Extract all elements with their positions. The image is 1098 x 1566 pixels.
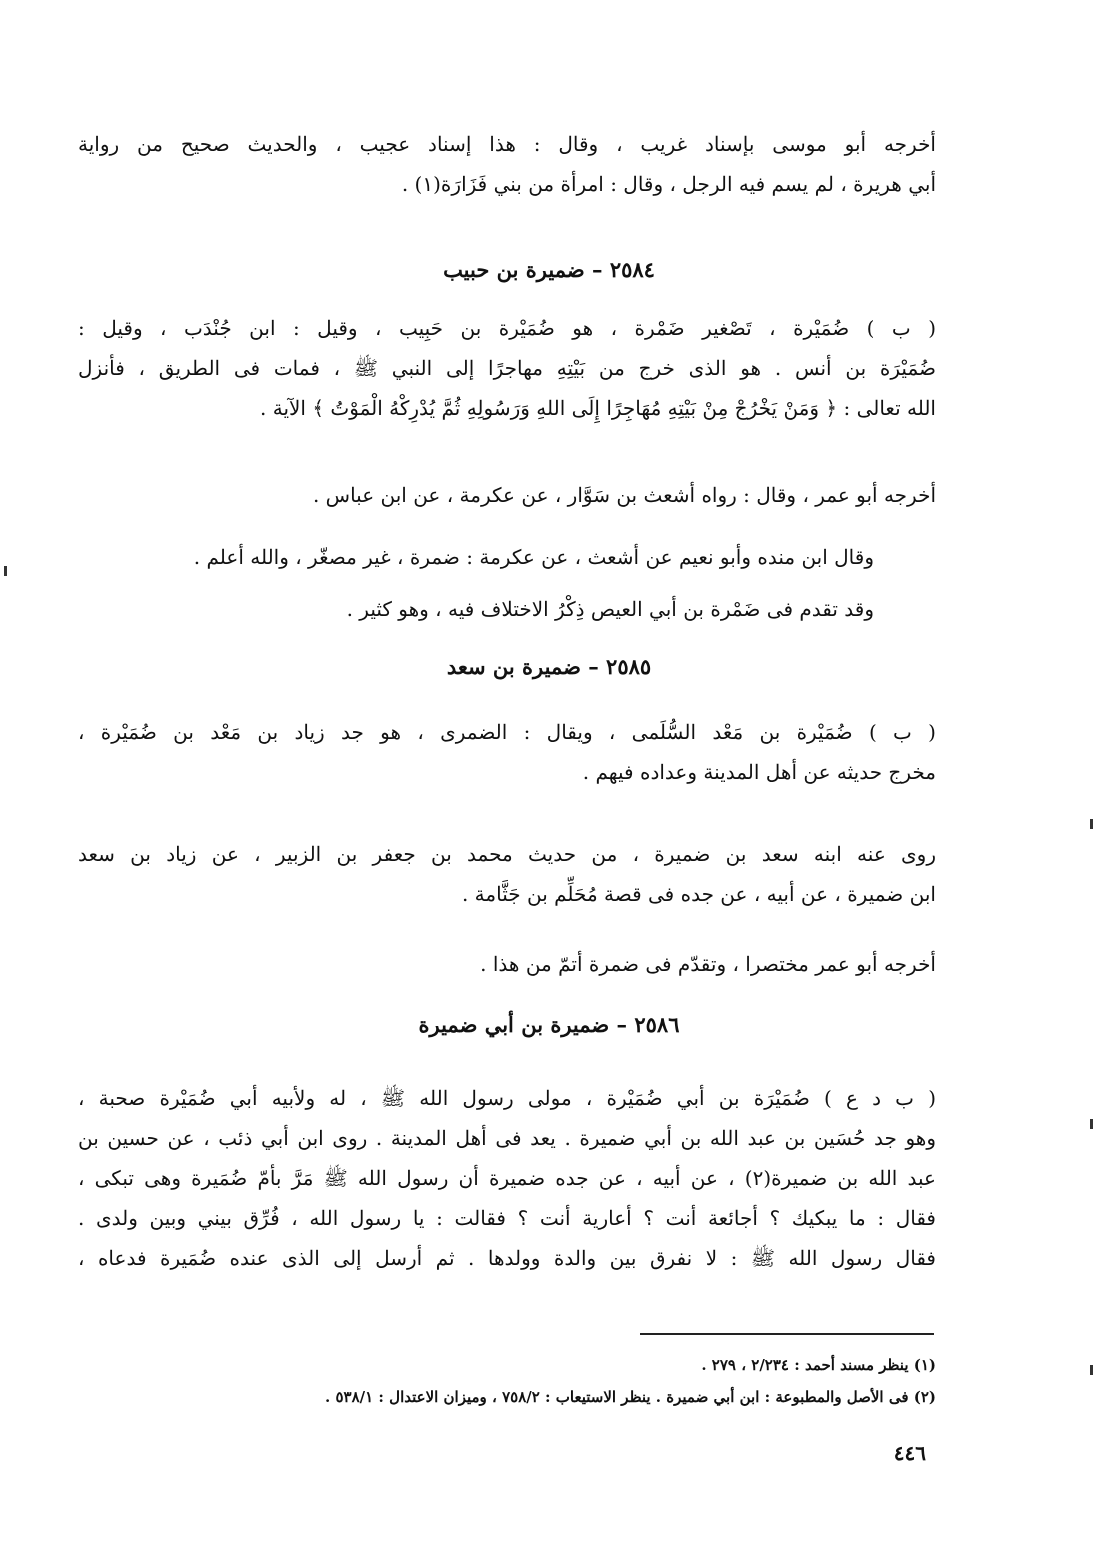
footnote-separator (640, 1333, 934, 1335)
text-line: وقد تقدم فى ضَمْرة بن أبي العيص ذِكْرُ الاختلاف فيه ، وهو كثير . (346, 597, 874, 621)
text-line: ضُمَيْرَة بن أنس . هو الذى خرج من بَيْتِهِ مهاجرًا إلى النبي ﷺ ، فمات فى الطريق ، فأنزل (78, 356, 936, 380)
text-line: عبد الله بن ضميرة(٢) ، عن أبيه ، عن جده ضميرة أن رسول الله ﷺ مَرَّ بأمّ ضُمَيرة وهى تبكى ، (78, 1166, 936, 1190)
text-line: مخرج حديثه عن أهل المدينة وعداده فيهم . (582, 760, 936, 784)
footnotes (78, 1349, 936, 1413)
text-line: روى عنه ابنه سعد بن ضميرة ، من حديث محمد بن جعفر بن الزبير ، عن زياد بن سعد (78, 842, 936, 866)
text-line: أخرجه أبو موسى بإسناد غريب ، وقال : هذا إسناد عجيب ، والحديث صحيح من رواية (78, 132, 936, 156)
entry-2584-paragraph-1 (78, 308, 936, 428)
text-line: وقال ابن منده وأبو نعيم عن أشعث ، عن عكرمة : ضمرة ، غير مصغّر ، والله أعلم . (193, 545, 874, 569)
footnote-1: (١) ينظر مسند أحمد : ٢/٢٣٤ ، ٢٧٩ . (701, 1356, 936, 1374)
scan-margin-mark (4, 566, 7, 576)
entry-heading-2586: ٢٥٨٦ – ضميرة بن أبي ضميرة (418, 1012, 680, 1037)
text-line: فقال رسول الله ﷺ : لا نفرق بين والدة وولدها . ثم أرسل إلى الذى عنده ضُمَيرة فدعاه ، (78, 1246, 936, 1270)
scan-margin-mark (1090, 819, 1093, 829)
page-number: ٤٤٦ (893, 1441, 926, 1465)
scan-margin-mark (1090, 1365, 1093, 1375)
text-line: ابن ضميرة ، عن أبيه ، عن جده فى قصة مُحَلِّم بن جَثَّامة . (461, 882, 936, 906)
entry-heading-2585: ٢٥٨٥ – ضميرة بن سعد (446, 654, 652, 679)
scan-margin-mark (1090, 1119, 1093, 1129)
intro-paragraph (78, 124, 936, 204)
entry-2585-paragraph-3 (78, 944, 936, 984)
text-line: وهو جد حُسَين بن عبد الله بن أبي ضميرة . يعد فى أهل المدينة . روى ابن أبي ذئب ، عن حسين بن (78, 1126, 936, 1150)
entry-2585-paragraph-2 (78, 834, 936, 914)
entry-heading-2584: ٢٥٨٤ – ضميرة بن حبيب (443, 257, 655, 282)
entry-2586-paragraph-1 (78, 1078, 936, 1278)
entry-2584-paragraph-4 (78, 589, 936, 629)
footnote-2: (٢) فى الأصل والمطبوعة : ابن أبي ضميرة . ينظر الاستيعاب : ٧٥٨/٢ ، وميزان الاعتدال : ٥٣٨/١ . (325, 1388, 936, 1406)
entry-2585-paragraph-1 (78, 712, 936, 792)
text-line: ( ب ) ضُمَيْرة ، تَصْغير ضَمْرة ، هو ضُمَيْرة بن حَبِيب ، وقيل : ابن جُنْدَب ، وقيل : (78, 316, 936, 340)
text-line: أخرجه أبو عمر ، وقال : رواه أشعث بن سَوَّار ، عن عكرمة ، عن ابن عباس . (312, 483, 936, 507)
text-line: ( ب ) ضُمَيْرة بن مَعْد السُّلَمى ، ويقال : الضمرى ، هو جد زياد بن مَعْد بن ضُمَيْرة ، (78, 720, 936, 744)
entry-2584-paragraph-3 (78, 537, 936, 577)
text-line: فقال : ما يبكيك ؟ أجائعة أنت ؟ أعارية أنت ؟ فقالت : يا رسول الله ، فُرِّق بيني وبين ولدى . (78, 1206, 936, 1230)
entry-2584-paragraph-2 (78, 475, 936, 515)
text-line: ( ب د ع ) ضُمَيْرَة بن أبي ضُمَيْرة ، مولى رسول الله ﷺ ، له ولأبيه أبي ضُمَيْرة صحبة ، (78, 1086, 936, 1110)
text-line: أخرجه أبو عمر مختصرا ، وتقدّم فى ضمرة أتمّ من هذا . (480, 952, 936, 976)
text-line: الله تعالى : ﴿ وَمَنْ يَخْرُجْ مِنْ بَيْتِهِ مُهَاجِرًا إِلَى اللهِ وَرَسُولِهِ ثُمَّ يُدْرِكْهُ الْمَوْتُ ﴾ الآية . (260, 396, 936, 420)
text-line: أبي هريرة ، لم يسم فيه الرجل ، وقال : امرأة من بني فَزَارَة(١) . (401, 172, 936, 196)
